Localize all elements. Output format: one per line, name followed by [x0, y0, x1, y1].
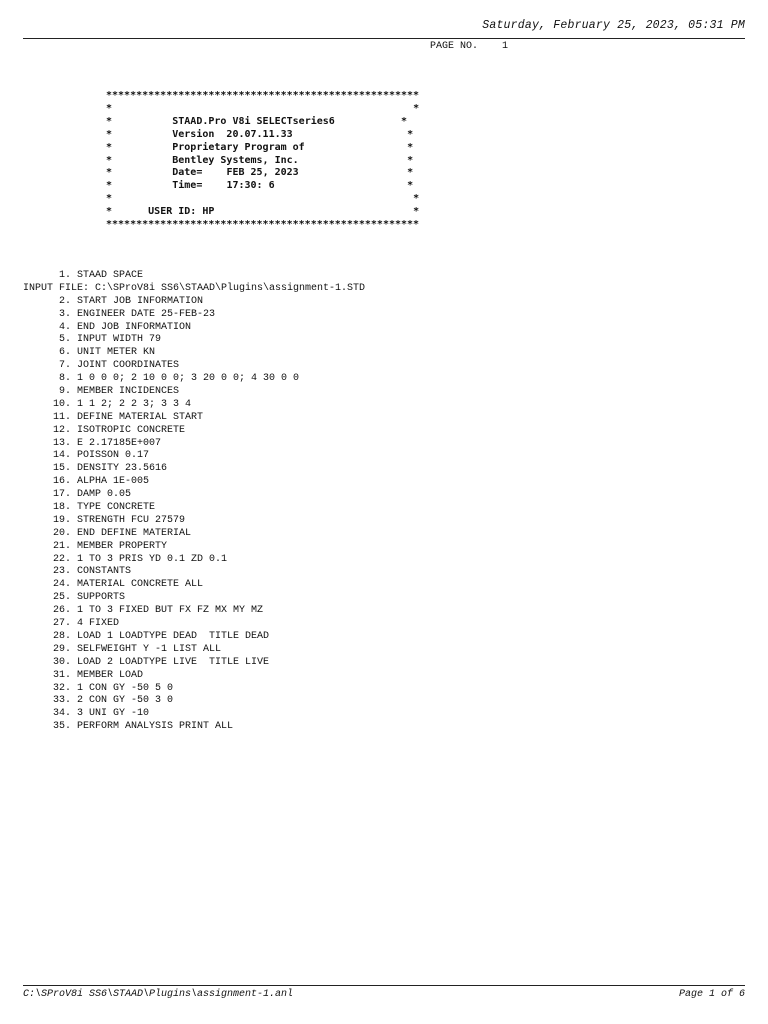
page-number-value: 1 — [502, 41, 509, 52]
line-number: 2. — [58, 295, 71, 307]
line-text: 1 0 0 0; 2 10 0 0; 3 20 0 0; 4 30 0 0 — [77, 373, 300, 385]
listing-line — [23, 296, 365, 309]
banner-time-label: Time= — [172, 180, 203, 192]
line-number: 22. — [52, 553, 71, 565]
listing-line — [23, 631, 365, 644]
banner-date-label: Date= — [172, 167, 203, 179]
line-number: 13. — [52, 437, 71, 449]
listing-line — [23, 309, 365, 322]
listing-line — [23, 489, 365, 502]
line-text: INPUT WIDTH 79 — [77, 334, 162, 346]
footer-page-count: Page 1 of 6 — [678, 989, 745, 1000]
program-banner: **************************************************** * * * STAAD.Pro V8i SELECTseries6 * * Version 20.07.11.33 * * Proprietary Program of * * Bentley Systems, Inc. * * Date= FEB 25, 2023 * * Time= 17:30: 6 * * * * USER ID: HP * **************************************************** — [106, 90, 420, 231]
line-text: ENGINEER DATE 25-FEB-23 — [77, 308, 216, 320]
line-number: 1. — [58, 270, 71, 281]
report-date: Saturday, February 25, 2023, 05:31 PM — [482, 19, 745, 32]
listing-line — [23, 334, 365, 347]
line-number: 17. — [52, 489, 71, 501]
line-number: 19. — [52, 514, 71, 526]
line-number: 23. — [52, 566, 71, 578]
header-divider — [23, 38, 745, 39]
line-text: CONSTANTS — [77, 566, 132, 578]
line-text: LOAD 1 LOADTYPE DEAD TITLE DEAD — [77, 630, 270, 642]
page-number — [430, 41, 508, 52]
line-number: 7. — [58, 360, 71, 372]
listing-line — [23, 425, 365, 438]
listing-line — [23, 386, 365, 399]
line-text: ISOTROPIC CONCRETE — [77, 424, 186, 436]
listing-line — [23, 476, 365, 489]
line-text: 4 FIXED — [77, 618, 120, 630]
listing-line — [23, 270, 365, 283]
line-text: 1 TO 3 FIXED BUT FX FZ MX MY MZ — [77, 605, 264, 617]
line-text: DAMP 0.05 — [77, 489, 132, 501]
listing-line — [23, 657, 365, 670]
line-text: 2 CON GY -50 3 0 — [77, 695, 174, 707]
line-text: END JOB INFORMATION — [77, 321, 192, 333]
line-number: 25. — [52, 592, 71, 604]
input-file-text: INPUT FILE: C:\SProV8i SS6\STAAD\Plugins\assignment-1.STD — [23, 282, 366, 294]
listing-line — [23, 515, 365, 528]
listing-line — [23, 579, 365, 592]
listing-line — [23, 438, 365, 451]
line-number: 27. — [52, 618, 71, 630]
line-text: UNIT METER KN — [77, 347, 156, 359]
line-number: 34. — [52, 708, 71, 720]
banner-date: FEB 25, 2023 — [226, 167, 299, 179]
listing-line — [23, 373, 365, 386]
listing-line — [23, 592, 365, 605]
line-number: 9. — [58, 386, 71, 398]
listing-line — [23, 347, 365, 360]
line-number: 30. — [52, 656, 71, 668]
page-number-label: PAGE NO. — [430, 41, 479, 52]
listing-line — [23, 554, 365, 567]
line-text: MEMBER INCIDENCES — [77, 386, 180, 398]
line-number: 28. — [52, 630, 71, 642]
footer-divider — [23, 985, 745, 986]
line-text: SELFWEIGHT Y -1 LIST ALL — [77, 643, 222, 655]
listing-line — [23, 670, 365, 683]
listing-input-file — [23, 283, 365, 296]
line-number: 15. — [52, 463, 71, 475]
line-number: 18. — [52, 502, 71, 514]
line-number: 16. — [52, 476, 71, 488]
listing-line — [23, 618, 365, 631]
line-text: 1 TO 3 PRIS YD 0.1 ZD 0.1 — [77, 553, 228, 565]
listing-line — [23, 412, 365, 425]
line-text: PERFORM ANALYSIS PRINT ALL — [77, 721, 234, 733]
banner-border-bottom: **************************************************** — [106, 219, 420, 231]
input-listing — [23, 270, 365, 734]
listing-line — [23, 605, 365, 618]
listing-line — [23, 566, 365, 579]
line-number: 6. — [58, 347, 71, 359]
listing-line — [23, 463, 365, 476]
line-number: 3. — [58, 308, 71, 320]
line-text: SUPPORTS — [77, 592, 126, 604]
banner-program-name: STAAD.Pro V8i SELECTseries6 — [172, 115, 335, 127]
line-number: 35. — [52, 721, 71, 733]
listing-line — [23, 541, 365, 554]
line-text: 1 1 2; 2 2 3; 3 3 4 — [77, 398, 192, 410]
line-text: JOINT COORDINATES — [77, 360, 180, 372]
line-number: 29. — [52, 643, 71, 655]
line-number: 4. — [58, 321, 71, 333]
line-text: LOAD 2 LOADTYPE LIVE TITLE LIVE — [77, 656, 270, 668]
line-text: ALPHA 1E-005 — [77, 476, 150, 488]
line-number: 20. — [52, 527, 71, 539]
line-number: 11. — [52, 411, 71, 423]
line-text: 1 CON GY -50 5 0 — [77, 682, 174, 694]
line-number: 14. — [52, 450, 71, 462]
banner-proprietary: Proprietary Program of — [172, 141, 305, 153]
line-text: MATERIAL CONCRETE ALL — [77, 579, 204, 591]
line-number: 21. — [52, 540, 71, 552]
line-text: STRENGTH FCU 27579 — [77, 514, 186, 526]
listing-line — [23, 399, 365, 412]
listing-line — [23, 683, 365, 696]
line-text: DEFINE MATERIAL START — [77, 411, 204, 423]
listing-line — [23, 695, 365, 708]
line-text: DENSITY 23.5616 — [77, 463, 168, 475]
listing-line — [23, 502, 365, 515]
line-number: 33. — [52, 695, 71, 707]
line-number: 8. — [58, 373, 71, 385]
line-number: 32. — [52, 682, 71, 694]
listing-line — [23, 644, 365, 657]
line-text: END DEFINE MATERIAL — [77, 527, 192, 539]
line-number: 31. — [52, 669, 71, 681]
listing-line — [23, 322, 365, 335]
banner-time: 17:30: 6 — [226, 180, 275, 192]
banner-company: Bentley Systems, Inc. — [172, 154, 299, 166]
line-number: 26. — [52, 605, 71, 617]
line-text: 3 UNI GY -10 — [77, 708, 150, 720]
line-number: 10. — [52, 398, 71, 410]
line-number: 24. — [52, 579, 71, 591]
line-number: 12. — [52, 424, 71, 436]
listing-line — [23, 360, 365, 373]
line-text: START JOB INFORMATION — [77, 295, 204, 307]
line-text: TYPE CONCRETE — [77, 502, 156, 514]
line-text: MEMBER LOAD — [77, 669, 144, 681]
banner-version: Version 20.07.11.33 — [172, 128, 293, 140]
footer-file-path: C:\SProV8i SS6\STAAD\Plugins\assignment-1.anl — [23, 989, 294, 1000]
line-text: MEMBER PROPERTY — [77, 540, 168, 552]
listing-line — [23, 721, 365, 734]
line-text: POISSON 0.17 — [77, 450, 150, 462]
banner-user-id: USER ID: HP — [148, 206, 215, 218]
line-text: E 2.17185E+007 — [77, 437, 162, 449]
line-number: 5. — [58, 334, 71, 346]
line-text: STAAD SPACE — [77, 270, 144, 281]
listing-line — [23, 528, 365, 541]
banner-border-top: **************************************************** — [106, 90, 420, 101]
listing-line — [23, 708, 365, 721]
listing-line — [23, 450, 365, 463]
